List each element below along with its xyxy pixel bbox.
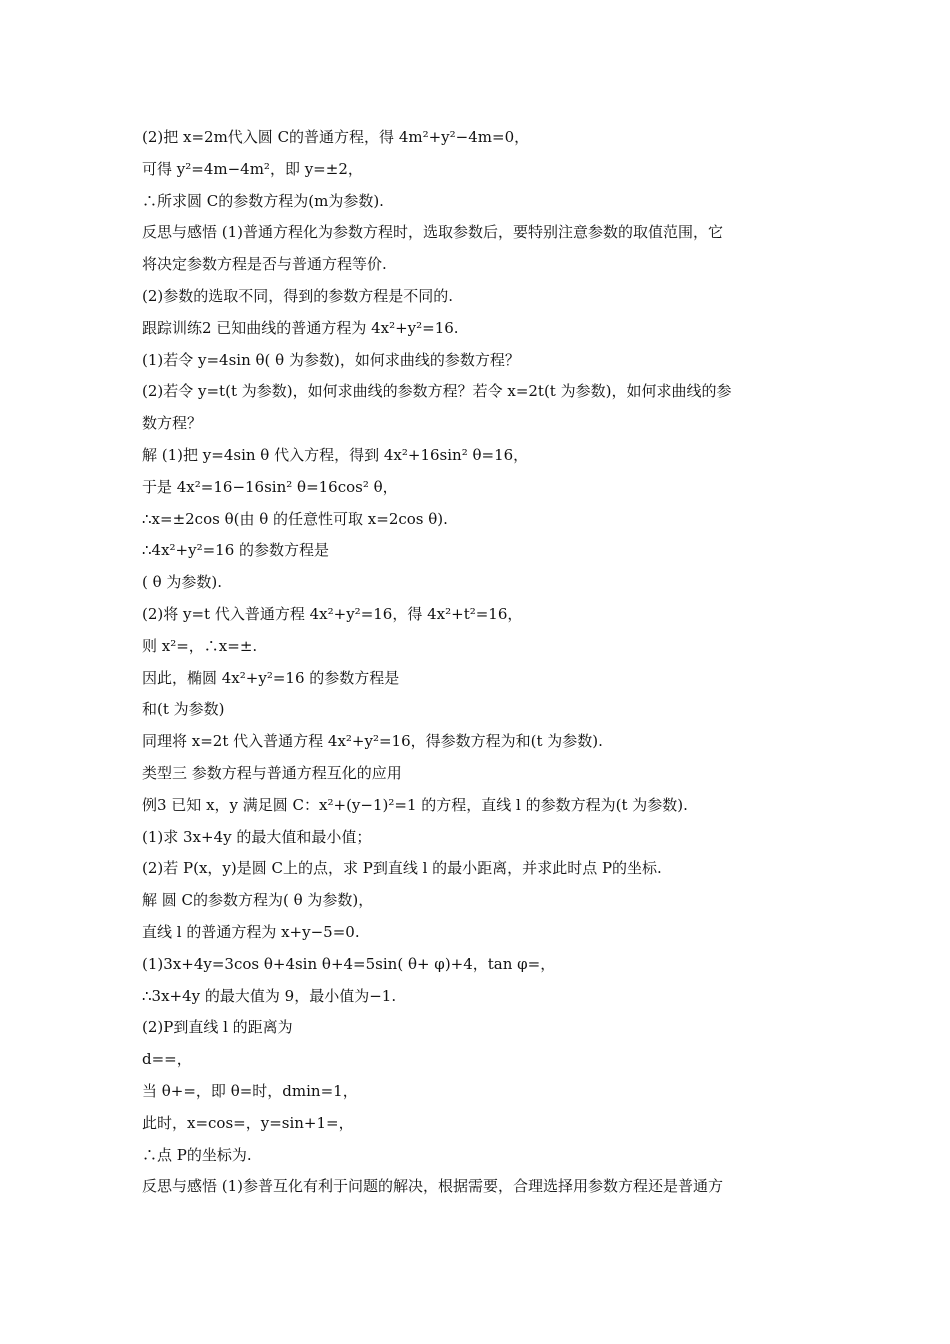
text-line: 因此，椭圆 4x²+y²=16 的参数方程是 [142, 668, 400, 687]
text-line: (2)P到直线 l 的距离为 [142, 1018, 293, 1037]
text-line: 反思与感悟 (1)普通方程化为参数方程时，选取参数后，要特别注意参数的取值范围，它 [142, 223, 724, 242]
example-heading: 例3 已知 x，y 满足圆 C：x²+(y−1)²=1 的方程，直线 l 的参数方程为(t 为参数). [142, 795, 688, 814]
text-line: 此时，x=cos=，y=sin+1=， [142, 1113, 354, 1132]
text-line: (1)若令 y=4sin θ( θ 为参数)，如何求曲线的参数方程？ [142, 350, 520, 369]
text-line: (1)求 3x+4y 的最大值和最小值； [142, 827, 372, 846]
text-line: ∴点 P的坐标为. [142, 1145, 252, 1164]
text-line: 解 圆 C的参数方程为( θ 为参数)， [142, 891, 374, 910]
section-heading: 类型三 参数方程与普通方程互化的应用 [142, 763, 402, 782]
text-line: 于是 4x²=16−16sin² θ=16cos² θ， [142, 477, 398, 496]
section-heading: 跟踪训练2 已知曲线的普通方程为 4x²+y²=16. [142, 318, 459, 337]
text-line: 可得 y²=4m−4m²，即 y=±2， [142, 159, 363, 178]
text-line: (2)把 x=2m代入圆 C的普通方程，得 4m²+y²−4m=0， [142, 128, 530, 146]
text-line: ( θ 为参数). [142, 573, 223, 592]
text-line: 将决定参数方程是否与普通方程等价. [142, 255, 387, 274]
text-line: 反思与感悟 (1)参普互化有利于问题的解决，根据需要，合理选择用参数方程还是普通方 [142, 1177, 724, 1196]
text-line: 同理将 x=2t 代入普通方程 4x²+y²=16，得参数方程为和(t 为参数). [142, 732, 603, 751]
text-line: ∴所求圆 C的参数方程为(m为参数). [142, 191, 384, 210]
text-line: 和(t 为参数) [142, 700, 225, 719]
text-line: (2)将 y=t 代入普通方程 4x²+y²=16，得 4x²+t²=16， [142, 604, 523, 623]
text-line: (2)若令 y=t(t 为参数)，如何求曲线的参数方程？若令 x=2t(t 为参数)，如何求曲线的参 [142, 382, 732, 401]
text-line: ∴4x²+y²=16 的参数方程是 [142, 541, 330, 560]
text-line: (2)若 P(x，y)是圆 C上的点，求 P到直线 l 的最小距离，并求此时点 P的坐标. [142, 859, 662, 878]
document-body [142, 122, 822, 1203]
text-line: d==， [142, 1050, 192, 1069]
text-line: 解 (1)把 y=4sin θ 代入方程，得到 4x²+16sin² θ=16， [142, 445, 529, 464]
text-line: 当 θ+=，即 θ=时，dmin=1， [142, 1081, 358, 1100]
text-line: (1)3x+4y=3cos θ+4sin θ+4=5sin( θ+ φ)+4，tan φ=， [142, 954, 556, 973]
text-line: (2)参数的选取不同，得到的参数方程是不同的. [142, 286, 454, 305]
text-line: ∴x=±2cos θ(由 θ 的任意性可取 x=2cos θ). [142, 509, 448, 528]
text-line: 数方程？ [142, 414, 203, 433]
text-line: 则 x²=，∴x=±. [142, 636, 258, 655]
text-line: 直线 l 的普通方程为 x+y−5=0. [142, 922, 360, 941]
text-line: ∴3x+4y 的最大值为 9，最小值为−1. [142, 986, 397, 1005]
